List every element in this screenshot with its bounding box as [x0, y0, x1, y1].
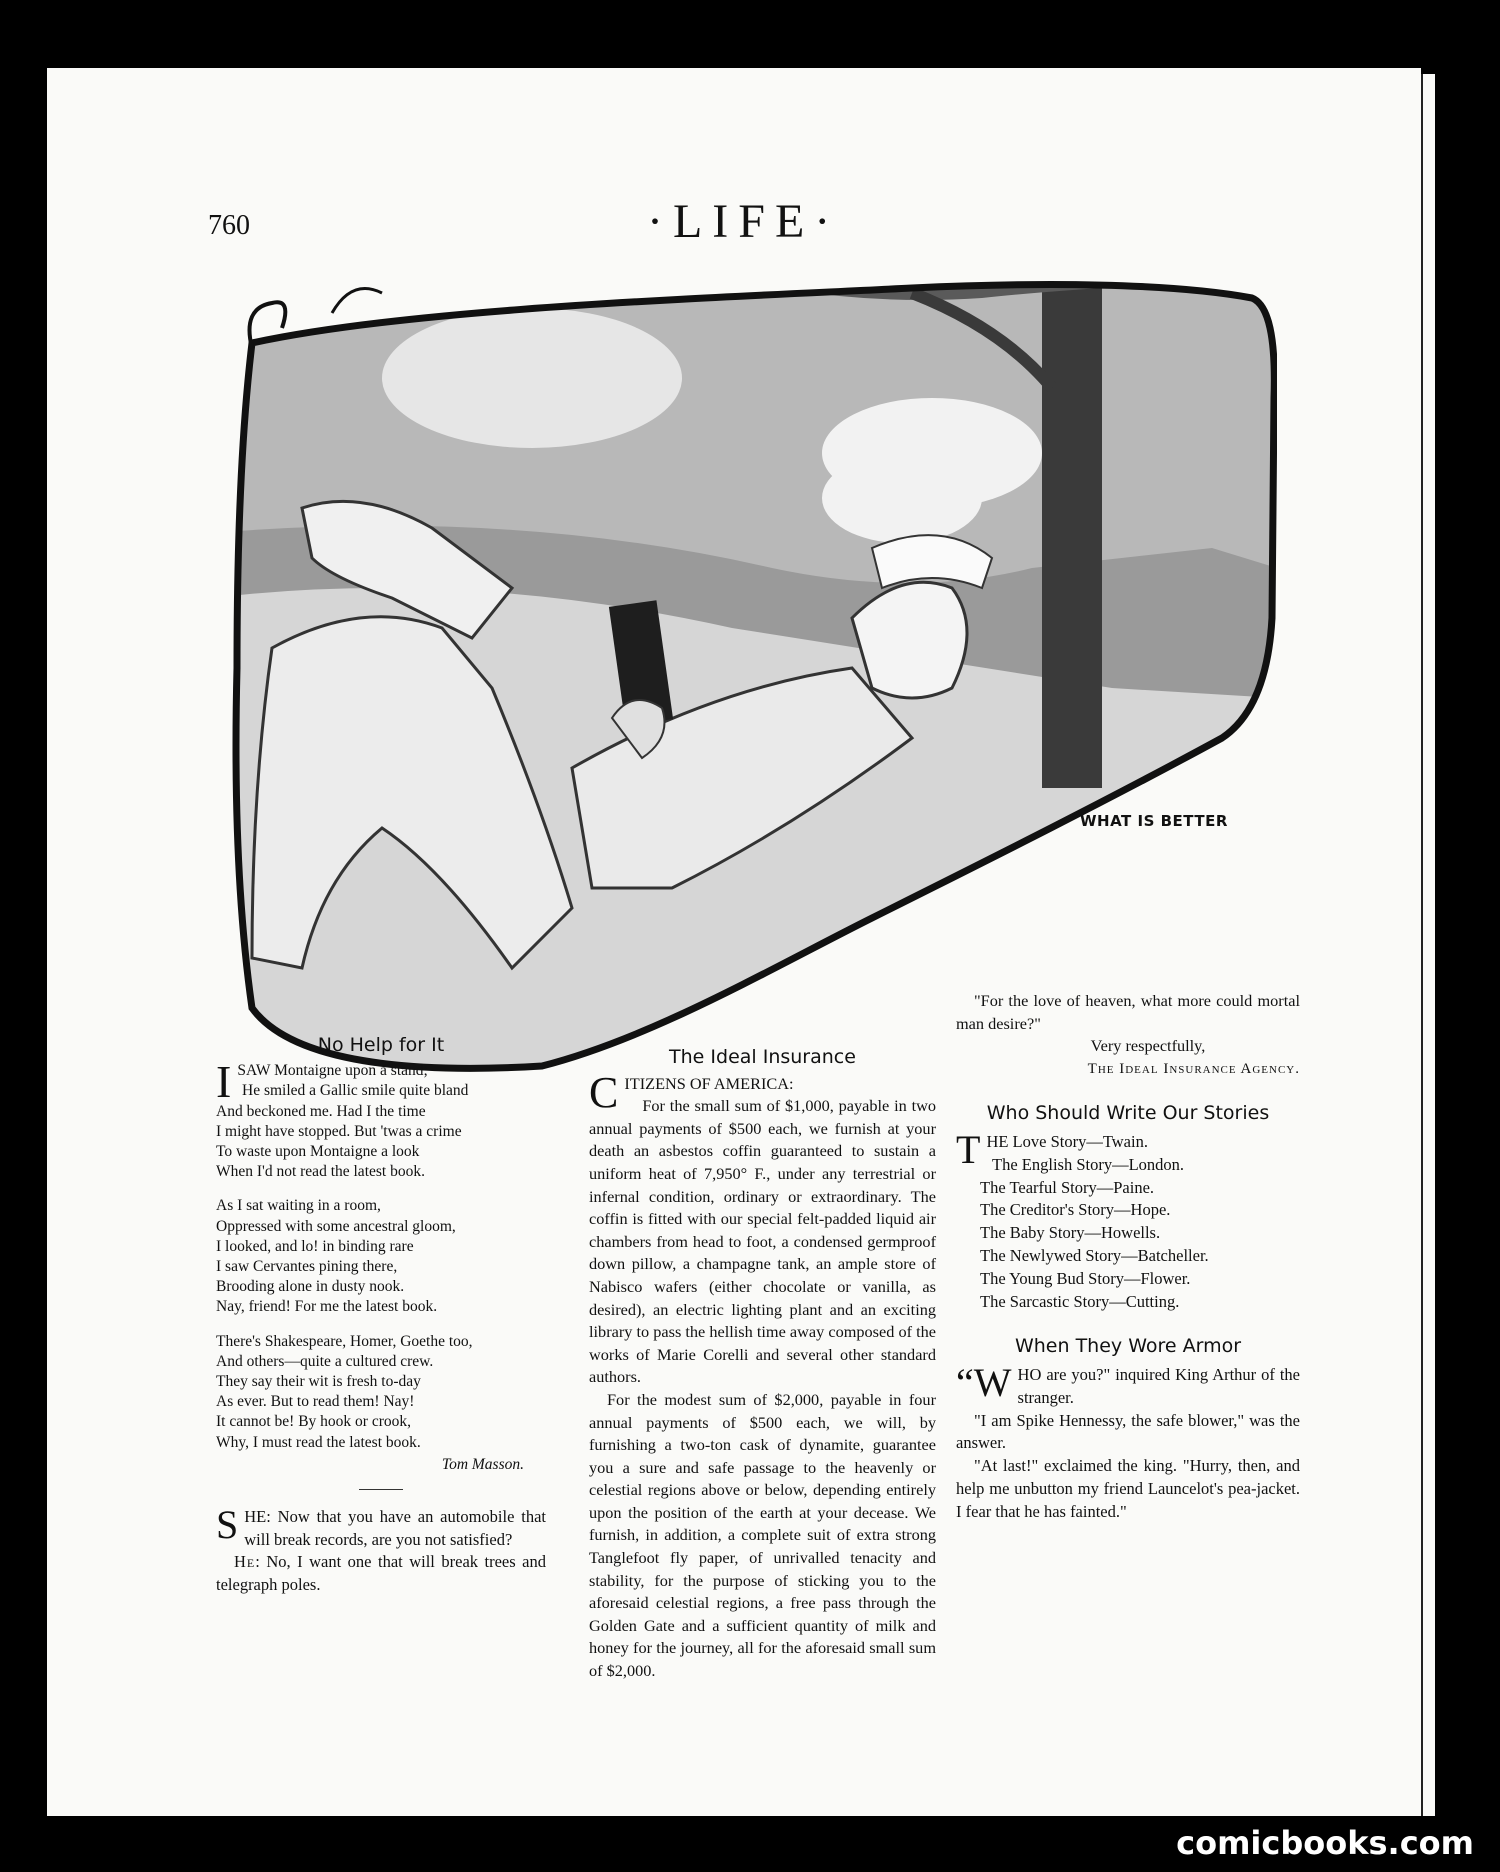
poem-line: He smiled a Gallic smile quite bland: [242, 1082, 469, 1100]
poem-line: It cannot be! By hook or crook,: [216, 1413, 411, 1431]
story-line: HE Love Story—Twain.: [986, 1131, 1148, 1151]
story-line: The Sarcastic Story—Cutting.: [980, 1291, 1180, 1311]
armor-paragraph: HO are you?" inquired King Arthur of the stranger.: [1017, 1364, 1300, 1407]
poem-stanza-1: [216, 1056, 546, 1182]
poem-author: Tom Masson.: [441, 1455, 524, 1473]
insurance-title: The Ideal Insurance: [669, 1046, 856, 1068]
poem-line: Oppressed with some ancestral gloom,: [216, 1217, 456, 1235]
armor-paragraph: "I am Spike Hennessy, the safe blower," was the answer.: [956, 1410, 1300, 1453]
drop-cap: I: [216, 1056, 232, 1108]
insurance-signature: The Ideal Insurance Agency.: [1087, 1060, 1300, 1077]
drop-cap: T: [956, 1126, 981, 1172]
poem-stanza-2: [216, 1196, 546, 1317]
poem-line: They say their wit is fresh to-day: [216, 1373, 421, 1391]
insurance-column: [589, 1046, 936, 1683]
dialogue-speaker: He: [234, 1552, 256, 1572]
story-line: The Tearful Story—Paine.: [980, 1177, 1155, 1197]
poem-line: As I sat waiting in a room,: [216, 1197, 381, 1215]
poem-line: I might have stopped. But 'twas a crime: [216, 1122, 462, 1140]
story-line: The Baby Story—Howells.: [980, 1223, 1161, 1243]
third-column: [956, 988, 1300, 1524]
armor-paragraph: "At last!" exclaimed the king. "Hurry, then, and help me unbutton my friend Launcelot's pea-jacket. I fear that he has fainted.": [956, 1456, 1300, 1521]
reading-man-illustration: [212, 268, 1277, 1074]
poem-line: I saw Cervantes pining there,: [216, 1258, 398, 1276]
drop-cap: “W: [956, 1359, 1012, 1405]
next-page-edge: [1421, 74, 1435, 1816]
dialogue-he: : No, I want one that will break trees and telegraph poles.: [216, 1552, 546, 1594]
divider: [359, 1489, 403, 1490]
story-line: The Newlywed Story—Batcheller.: [980, 1245, 1209, 1265]
magazine-page: [47, 68, 1421, 1816]
story-line: The Creditor's Story—Hope.: [980, 1200, 1171, 1220]
poem-line: As ever. But to read them! Nay!: [216, 1393, 415, 1411]
insurance-opening: ITIZENS OF AMERICA:: [624, 1073, 794, 1093]
dialogue-joke: [216, 1502, 546, 1596]
stories-title: Who Should Write Our Stories: [986, 1102, 1270, 1125]
poem-title: No Help for It: [317, 1034, 445, 1056]
poem-line: SAW Montaigne upon a stand;: [237, 1062, 428, 1080]
dialogue-she: HE: Now that you have an automobile that will break records, are you not satisfied?: [244, 1507, 546, 1549]
poem-line: When I'd not read the latest book.: [216, 1163, 425, 1181]
drop-cap: C: [589, 1067, 619, 1117]
poem-stanza-3: [216, 1332, 546, 1453]
armor-title: When They Wore Armor: [1014, 1335, 1242, 1358]
story-line: The English Story—London.: [992, 1154, 1185, 1174]
insurance-paragraph: For the small sum of $1,000, payable in two annual payments of $500 each, we furnish at your death an asbestos coffin guaranteed to sustain a uniform heat of 7,950° F., under any terrestrial or infernal condition, ordinary or extraordinary. The coffin is fitted with our special felt-padded liquid air chambers from head to foot, a condensed germproof down pillow, a champagne tank, an ample store of Nabisco wafers (either chocolate or vanilla, as desired), an electric lighting plant and an exciting library to pass the hellish time away composed of the works of Marie Corelli and several other standard authors.: [589, 1096, 936, 1387]
poem-line: And beckoned me. Had I the time: [216, 1102, 426, 1120]
poem-line: Why, I must read the latest book.: [216, 1433, 421, 1451]
page-number: 760: [208, 210, 250, 241]
insurance-closing: Very respectfully,: [1090, 1036, 1206, 1056]
poem-line: Brooding alone in dusty nook.: [216, 1278, 405, 1296]
story-line: The Young Bud Story—Flower.: [980, 1268, 1191, 1288]
insurance-paragraph: "For the love of heaven, what more could mortal man desire?": [956, 991, 1300, 1033]
watermark: comicbooks.com: [1176, 1824, 1474, 1862]
poem-line: Nay, friend! For me the latest book.: [216, 1298, 438, 1316]
poem-line: And others—quite a cultured crew.: [216, 1352, 434, 1370]
poem-line: To waste upon Montaigne a look: [216, 1143, 420, 1161]
magazine-masthead: ·LIFE·: [647, 195, 841, 248]
illustration-caption: WHAT IS BETTER: [1080, 812, 1228, 830]
drop-cap: S: [216, 1502, 239, 1548]
insurance-paragraph: For the modest sum of $2,000, payable in four annual payments of $500 each, we will, by furnishing a two-ton cask of dynamite, guarantee you a sure and safe passage to the heavenly or celestial regions above or below, depending entirely upon the position of the earth at your decease. We furnish, in addition, a complete suit of extra strong Tanglefoot fly paper, of unrivalled tenacity and stability, for the purpose of sticking you to the aforesaid celestial regions, a free pass through the Golden Gate and a sufficient quantity of milk and honey for the journey, all for the aforesaid small sum of $2,000.: [589, 1389, 936, 1681]
stories-list: [956, 1126, 1300, 1313]
poem-line: There's Shakespeare, Homer, Goethe too,: [216, 1332, 473, 1350]
poem-line: I looked, and lo! in binding rare: [216, 1237, 414, 1255]
armor-story: [956, 1359, 1300, 1524]
poem-column: [216, 1035, 546, 1596]
